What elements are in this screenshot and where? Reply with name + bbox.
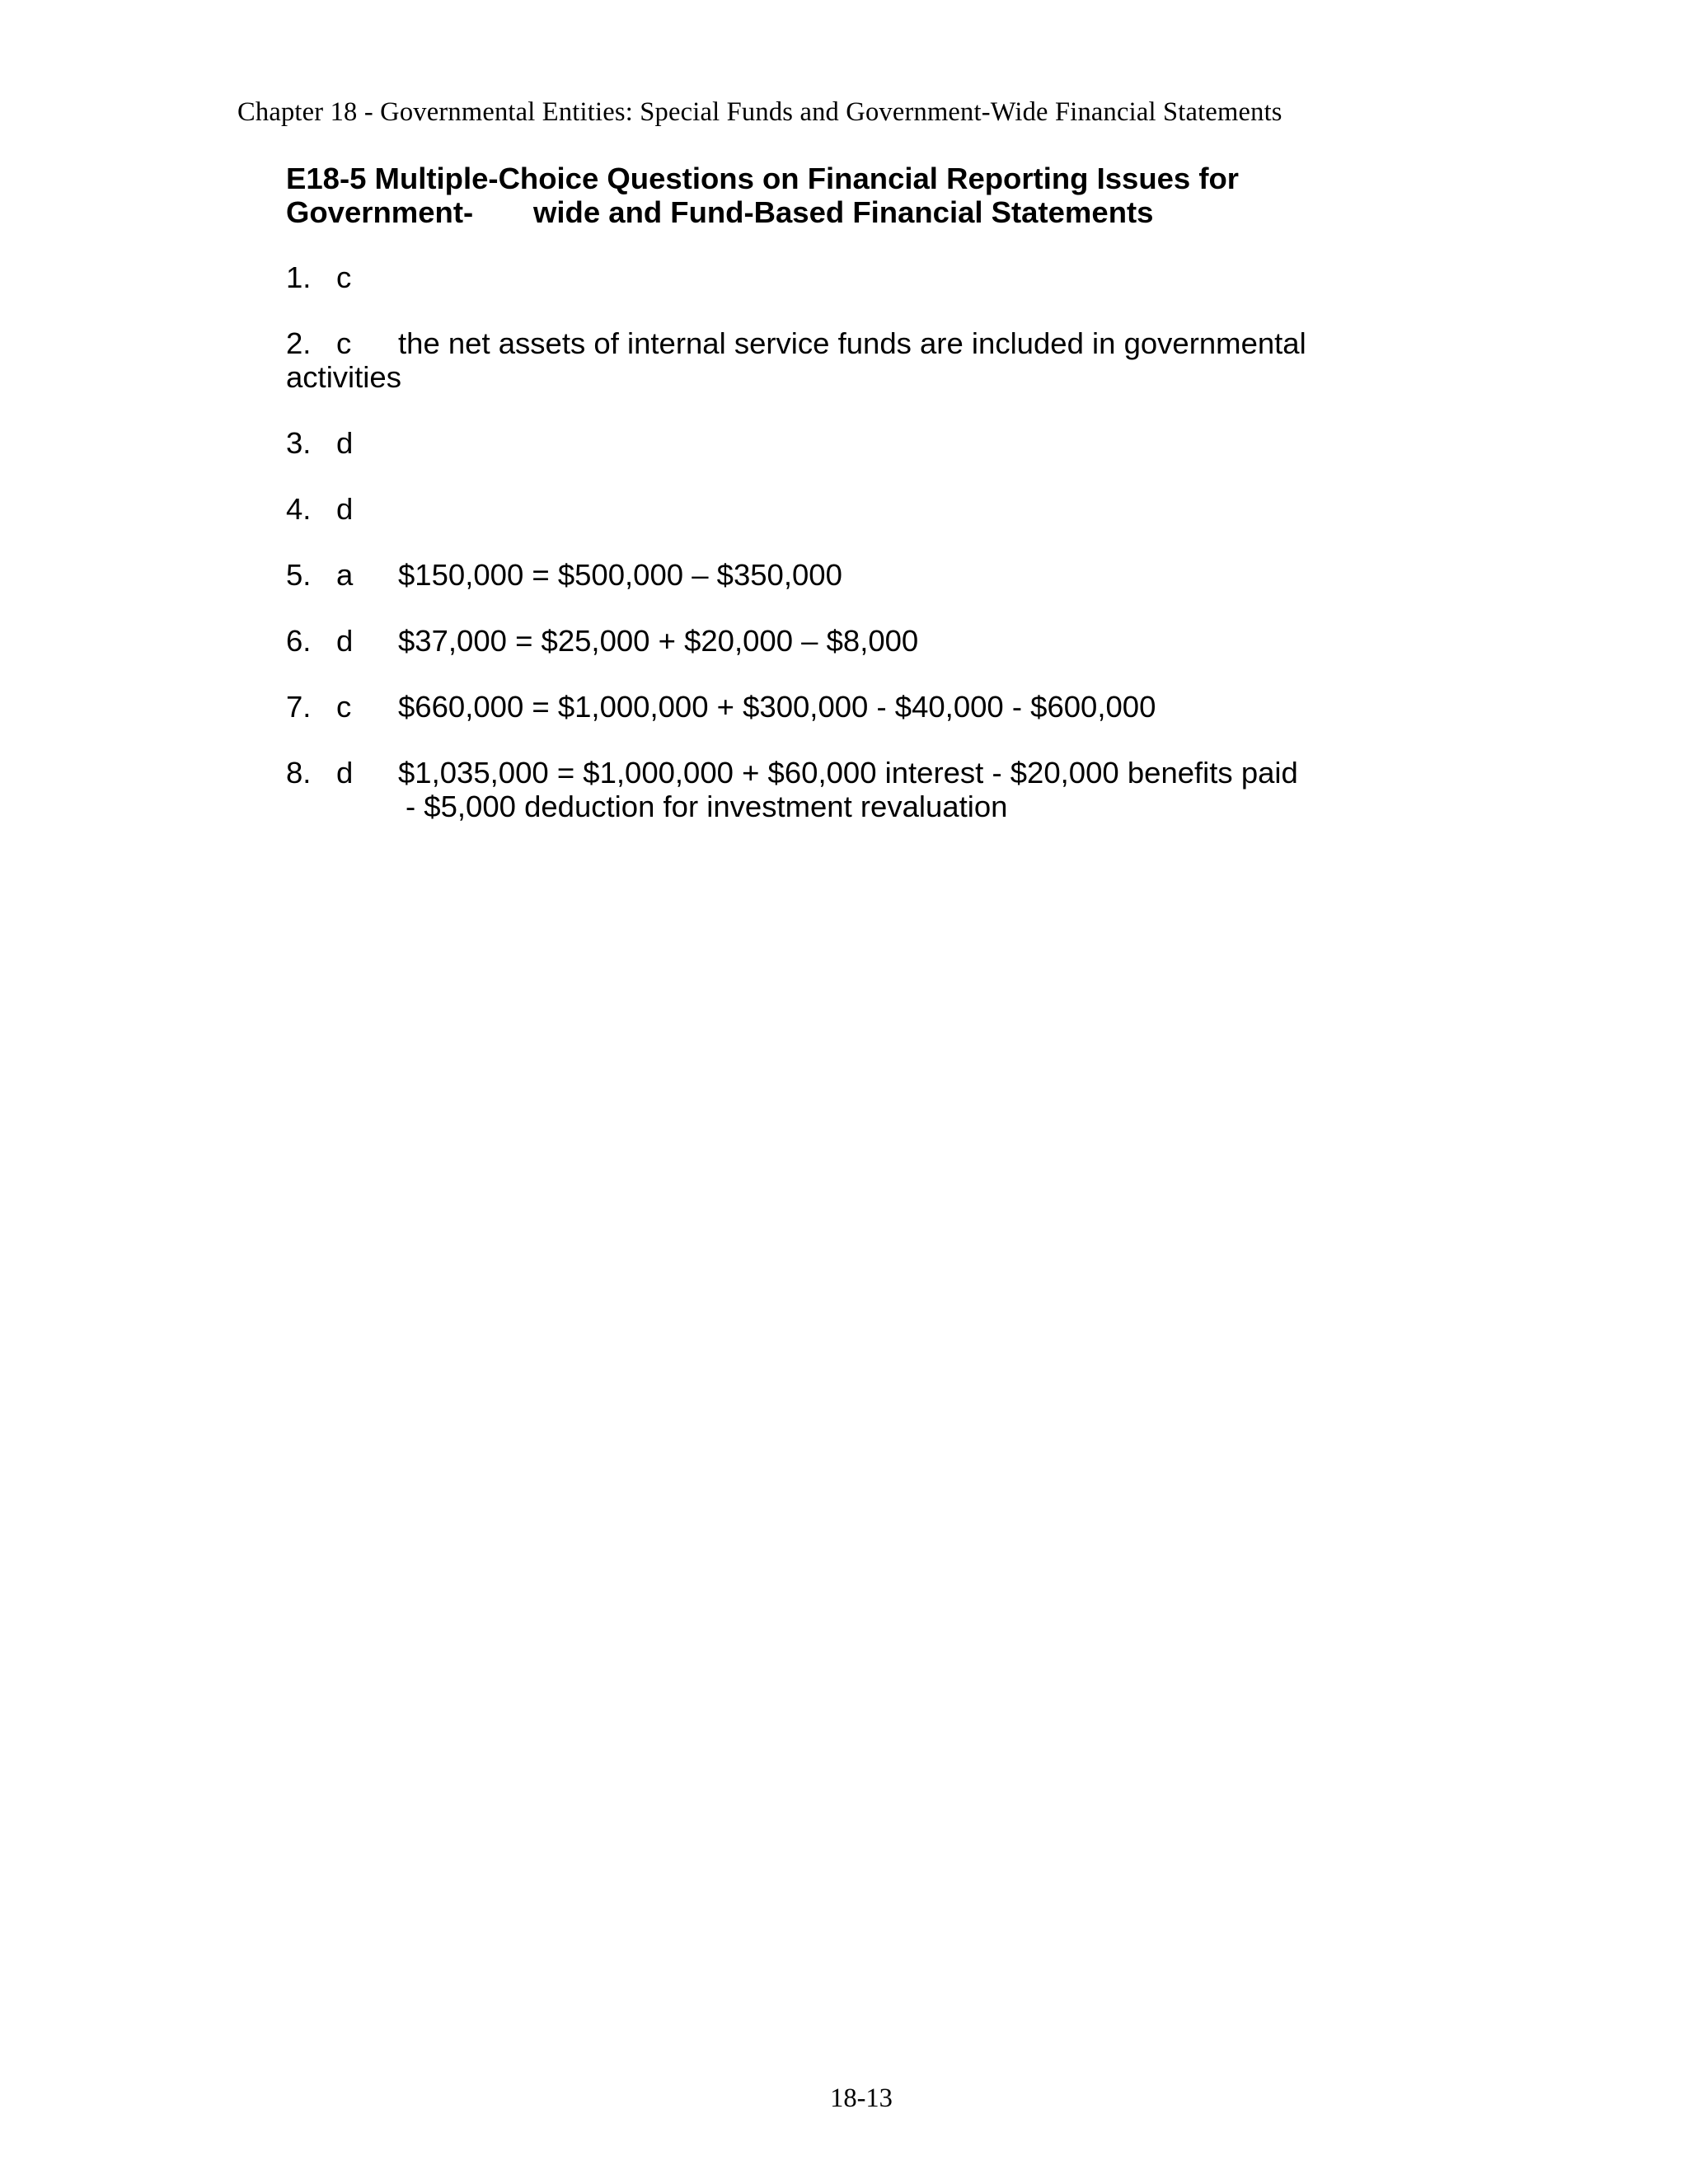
exercise-title-line-2-part-b: wide and Fund-Based Financial Statements xyxy=(533,195,1154,229)
question-1 xyxy=(286,260,1407,294)
question-explanation-wrap: activities xyxy=(286,360,401,394)
exercise-title-line-2-part-a: Government- xyxy=(286,195,474,229)
page-number: 18-13 xyxy=(830,2083,893,2113)
question-answer: c xyxy=(336,260,352,294)
question-explanation: $37,000 = $25,000 + $20,000 – $8,000 xyxy=(398,624,919,658)
question-answer: a xyxy=(336,558,354,592)
question-number: 2. xyxy=(286,326,312,360)
exercise-content xyxy=(286,162,1407,855)
question-number: 3. xyxy=(286,426,312,460)
question-3 xyxy=(286,426,1407,460)
question-5 xyxy=(286,558,1407,592)
question-explanation: $150,000 = $500,000 – $350,000 xyxy=(398,558,842,592)
exercise-title-line-2 xyxy=(286,195,1407,229)
question-2 xyxy=(286,326,1407,394)
question-number: 1. xyxy=(286,260,312,294)
question-answer: d xyxy=(336,624,354,658)
exercise-title xyxy=(286,162,1407,229)
question-7 xyxy=(286,690,1407,724)
question-explanation: $1,035,000 = $1,000,000 + $60,000 interest - $20,000 benefits paid xyxy=(398,756,1298,790)
question-answer: c xyxy=(336,690,352,724)
question-number: 5. xyxy=(286,558,312,592)
question-answer: d xyxy=(336,426,354,460)
question-explanation: $660,000 = $1,000,000 + $300,000 - $40,000 - $600,000 xyxy=(398,690,1156,724)
question-number: 8. xyxy=(286,756,312,790)
question-6 xyxy=(286,624,1407,658)
exercise-title-line-1: E18-5 Multiple-Choice Questions on Financial Reporting Issues for xyxy=(286,162,1240,195)
question-answer: c xyxy=(336,326,352,360)
question-answer: d xyxy=(336,492,354,526)
running-header: Chapter 18 - Governmental Entities: Special Funds and Government-Wide Financial Statements xyxy=(237,97,1282,127)
question-number: 7. xyxy=(286,690,312,724)
question-answer: d xyxy=(336,756,354,790)
question-number: 6. xyxy=(286,624,312,658)
question-8 xyxy=(286,756,1407,823)
question-explanation-continuation: - $5,000 deduction for investment revaluation xyxy=(406,790,1008,823)
question-number: 4. xyxy=(286,492,312,526)
question-explanation: the net assets of internal service funds are included in governmental xyxy=(398,326,1306,360)
question-4 xyxy=(286,492,1407,526)
